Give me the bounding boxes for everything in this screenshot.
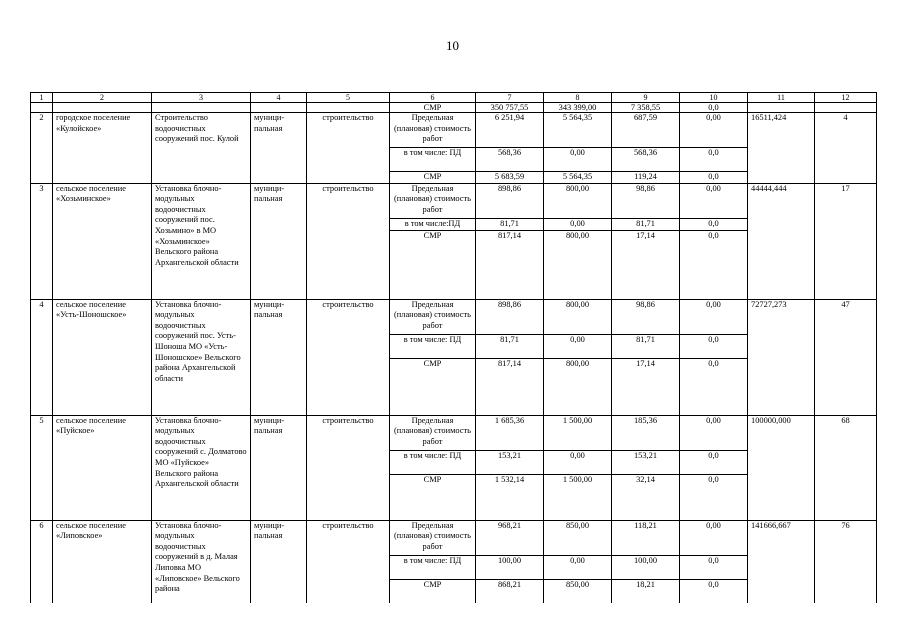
capacity-cost: 44444,444 — [748, 183, 815, 299]
capacity-cost: 16511,424 — [748, 113, 815, 184]
indicator-pd: в том числе: ПД — [390, 555, 476, 579]
capacity-value: 76 — [815, 520, 877, 603]
empty-cell — [251, 103, 307, 113]
total-c7: 898,86 — [476, 183, 544, 218]
pd-c7: 81,71 — [476, 218, 544, 230]
smr-c7: 1 532,14 — [476, 474, 544, 520]
indicator-smr: СМР — [390, 230, 476, 299]
work-type: строительство — [307, 415, 390, 520]
settlement-name: сельское поселение «Липовское» — [53, 520, 152, 603]
settlement-name: сельское поселение «Усть-Шоношское» — [53, 299, 152, 415]
pd-c8: 0,00 — [544, 450, 612, 474]
smr-c8: 800,00 — [544, 358, 612, 415]
table-row — [31, 183, 877, 218]
ownership-type: муници-пальная — [251, 183, 307, 299]
column-number-5: 5 — [307, 93, 390, 103]
pd-c7: 153,21 — [476, 450, 544, 474]
indicator-cell: СМР — [390, 103, 476, 113]
smr-c8: 850,00 — [544, 579, 612, 603]
indicator-smr: СМР — [390, 474, 476, 520]
column-number-4: 4 — [251, 93, 307, 103]
total-c8: 800,00 — [544, 299, 612, 334]
work-type: строительство — [307, 520, 390, 603]
empty-cell — [53, 103, 152, 113]
row-number: 3 — [31, 183, 53, 299]
value-cell-c9: 7 358,55 — [612, 103, 680, 113]
pd-c7: 81,71 — [476, 334, 544, 358]
total-c8: 800,00 — [544, 183, 612, 218]
settlement-name: сельское поселение «Хозьминское» — [53, 183, 152, 299]
investment-table — [30, 92, 877, 603]
object-name: Установка блочно-модульных водоочистных сооружений пос. Усть-Шоноша МО «Усть-Шоношское» Вельского района Архангельской области — [152, 299, 251, 415]
empty-cell — [815, 103, 877, 113]
smr-c7: 817,14 — [476, 358, 544, 415]
object-name: Установка блочно-модульных водоочистных сооружений с. Долматово МО «Пуйское» Вельского района Архангельской области — [152, 415, 251, 520]
ownership-type: муници-пальная — [251, 415, 307, 520]
pd-c10: 0,0 — [680, 334, 748, 358]
smr-c8: 1 500,00 — [544, 474, 612, 520]
smr-c9: 32,14 — [612, 474, 680, 520]
smr-c9: 17,14 — [612, 230, 680, 299]
total-c10: 0,00 — [680, 299, 748, 334]
capacity-value: 47 — [815, 299, 877, 415]
pd-c7: 100,00 — [476, 555, 544, 579]
column-number-11: 11 — [748, 93, 815, 103]
smr-c10: 0,0 — [680, 579, 748, 603]
row-number: 5 — [31, 415, 53, 520]
work-type: строительство — [307, 299, 390, 415]
column-number-3: 3 — [152, 93, 251, 103]
total-c7: 968,21 — [476, 520, 544, 555]
pd-c8: 0,00 — [544, 148, 612, 172]
object-name: Установка блочно-модульных водоочистных сооружений пос. Хозьмино» в МО «Хозьминское» Вельского района Архангельской области — [152, 183, 251, 299]
ownership-type: муници-пальная — [251, 520, 307, 603]
indicator-smr: СМР — [390, 172, 476, 184]
table-row — [31, 520, 877, 555]
smr-c9: 17,14 — [612, 358, 680, 415]
column-number-1: 1 — [31, 93, 53, 103]
total-c9: 687,59 — [612, 113, 680, 148]
indicator-pd: в том числе: ПД — [390, 450, 476, 474]
table-row — [31, 415, 877, 450]
work-type: строительство — [307, 183, 390, 299]
smr-c10: 0,0 — [680, 474, 748, 520]
column-number-7: 7 — [476, 93, 544, 103]
indicator-smr: СМР — [390, 579, 476, 603]
pd-c10: 0,0 — [680, 148, 748, 172]
indicator-total: Предельная (плановая) стоимость работ — [390, 415, 476, 450]
capacity-value: 68 — [815, 415, 877, 520]
indicator-pd: в том числе: ПД — [390, 334, 476, 358]
row-number: 6 — [31, 520, 53, 603]
total-c8: 850,00 — [544, 520, 612, 555]
indicator-pd: в том числе:ПД — [390, 218, 476, 230]
continuation-row — [31, 103, 877, 113]
ownership-type: муници-пальная — [251, 113, 307, 184]
empty-cell — [152, 103, 251, 113]
pd-c10: 0,0 — [680, 218, 748, 230]
total-c10: 0,00 — [680, 183, 748, 218]
value-cell-c10: 0,0 — [680, 103, 748, 113]
total-c7: 898,86 — [476, 299, 544, 334]
capacity-value: 4 — [815, 113, 877, 184]
indicator-total: Предельная (плановая) стоимость работ — [390, 520, 476, 555]
work-type: строительство — [307, 113, 390, 184]
pd-c10: 0,0 — [680, 555, 748, 579]
settlement-name: городское поселение «Кулойское» — [53, 113, 152, 184]
total-c7: 1 685,36 — [476, 415, 544, 450]
smr-c8: 800,00 — [544, 230, 612, 299]
object-name: Строительство водоочистных сооружений пос. Кулой — [152, 113, 251, 184]
total-c9: 185,36 — [612, 415, 680, 450]
pd-c9: 81,71 — [612, 218, 680, 230]
pd-c7: 568,36 — [476, 148, 544, 172]
smr-c10: 0,0 — [680, 172, 748, 184]
indicator-total: Предельная (плановая) стоимость работ — [390, 183, 476, 218]
pd-c8: 0,00 — [544, 555, 612, 579]
indicator-pd: в том числе: ПД — [390, 148, 476, 172]
pd-c8: 0,00 — [544, 218, 612, 230]
ownership-type: муници-пальная — [251, 299, 307, 415]
value-cell-c7: 350 757,55 — [476, 103, 544, 113]
capacity-cost: 100000,000 — [748, 415, 815, 520]
indicator-total: Предельная (плановая) стоимость работ — [390, 299, 476, 334]
column-number-6: 6 — [390, 93, 476, 103]
smr-c9: 18,21 — [612, 579, 680, 603]
capacity-cost: 72727,273 — [748, 299, 815, 415]
column-number-10: 10 — [680, 93, 748, 103]
empty-cell — [307, 103, 390, 113]
total-c9: 98,86 — [612, 183, 680, 218]
smr-c7: 817,14 — [476, 230, 544, 299]
pd-c9: 100,00 — [612, 555, 680, 579]
indicator-total: Предельная (плановая) стоимость работ — [390, 113, 476, 148]
empty-cell — [31, 103, 53, 113]
total-c9: 98,86 — [612, 299, 680, 334]
table-row — [31, 299, 877, 334]
capacity-cost: 141666,667 — [748, 520, 815, 603]
pd-c8: 0,00 — [544, 334, 612, 358]
column-number-8: 8 — [544, 93, 612, 103]
pd-c9: 81,71 — [612, 334, 680, 358]
table-row — [31, 113, 877, 148]
column-number-2: 2 — [53, 93, 152, 103]
total-c8: 5 564,35 — [544, 113, 612, 148]
column-number-9: 9 — [612, 93, 680, 103]
smr-c9: 119,24 — [612, 172, 680, 184]
smr-c7: 868,21 — [476, 579, 544, 603]
page-number: 10 — [446, 38, 459, 53]
total-c10: 0,00 — [680, 415, 748, 450]
total-c9: 118,21 — [612, 520, 680, 555]
object-name: Установка блочно-модульных водоочистных сооружений в д. Малая Липовка МО «Липовское» Вельского района — [152, 520, 251, 603]
pd-c10: 0,0 — [680, 450, 748, 474]
empty-cell — [748, 103, 815, 113]
settlement-name: сельское поселение «Пуйское» — [53, 415, 152, 520]
capacity-value: 17 — [815, 183, 877, 299]
total-c10: 0,00 — [680, 113, 748, 148]
smr-c7: 5 683,59 — [476, 172, 544, 184]
row-number: 2 — [31, 113, 53, 184]
total-c8: 1 500,00 — [544, 415, 612, 450]
pd-c9: 153,21 — [612, 450, 680, 474]
pd-c9: 568,36 — [612, 148, 680, 172]
smr-c10: 0,0 — [680, 230, 748, 299]
smr-c10: 0,0 — [680, 358, 748, 415]
total-c7: 6 251,94 — [476, 113, 544, 148]
value-cell-c8: 343 399,00 — [544, 103, 612, 113]
column-number-12: 12 — [815, 93, 877, 103]
indicator-smr: СМР — [390, 358, 476, 415]
smr-c8: 5 564,35 — [544, 172, 612, 184]
total-c10: 0,00 — [680, 520, 748, 555]
column-number-row — [31, 93, 877, 103]
row-number: 4 — [31, 299, 53, 415]
